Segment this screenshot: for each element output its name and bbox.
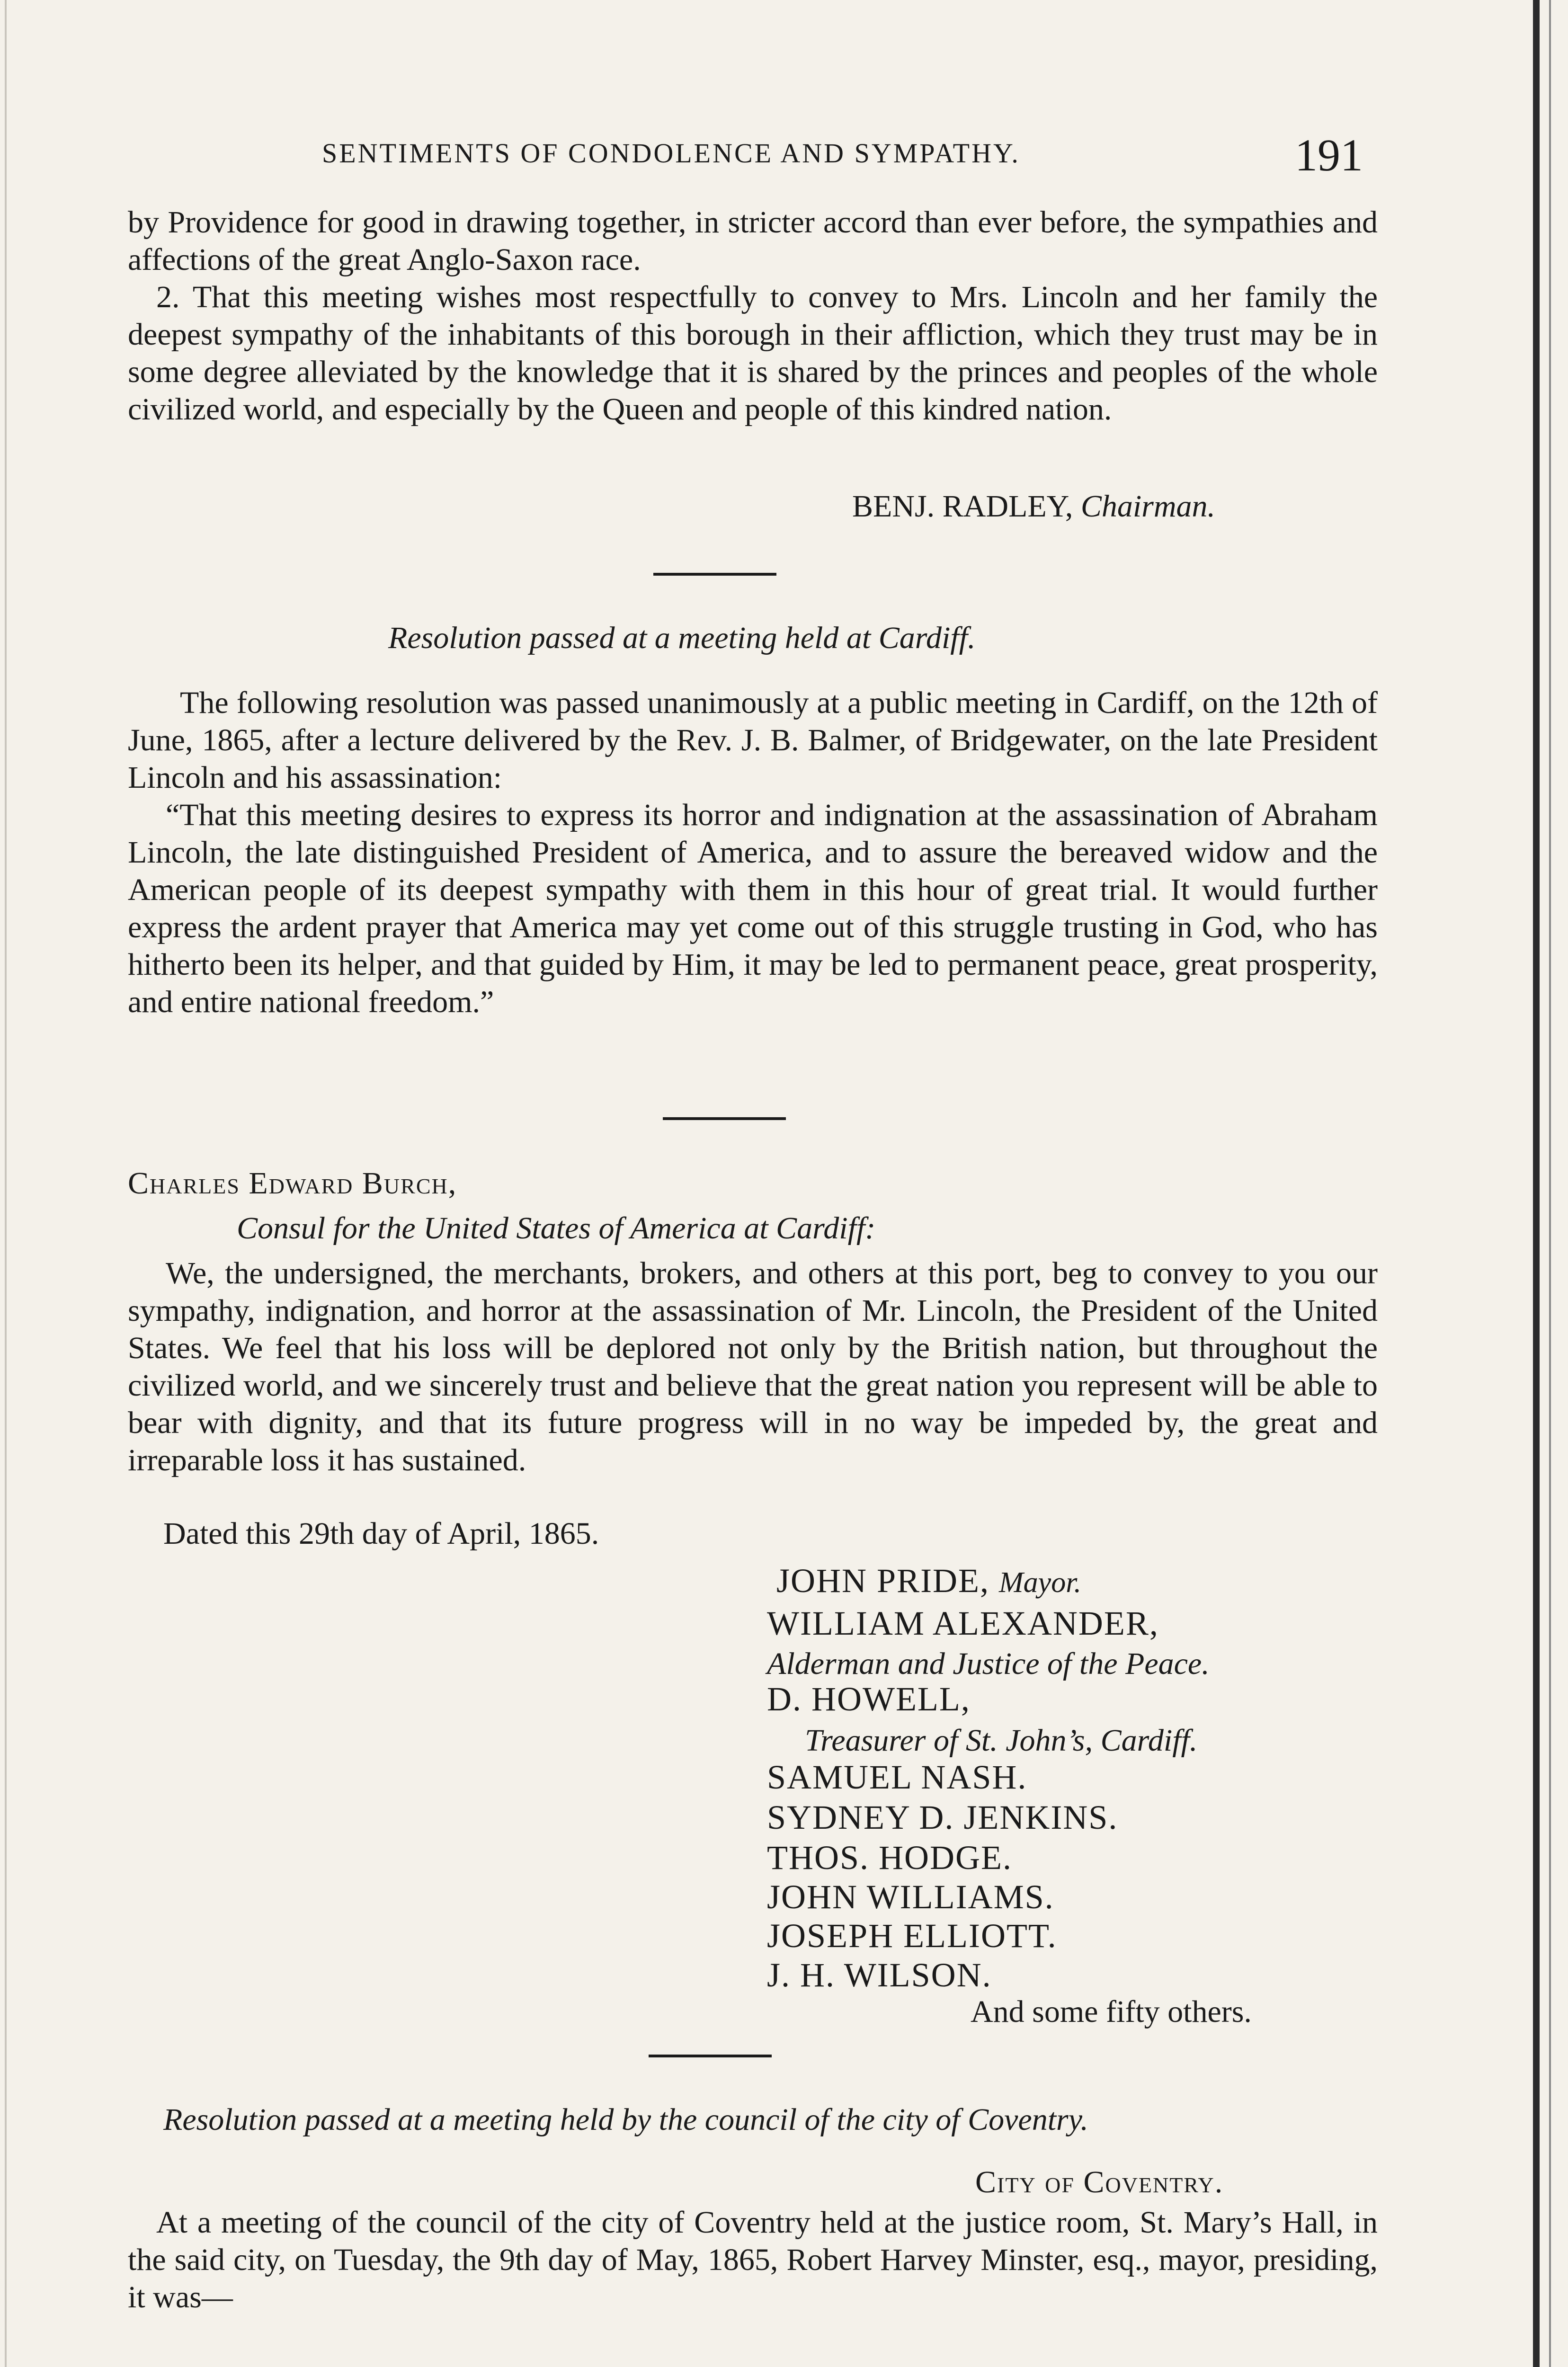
signatory-alexander-title: Alderman and Justice of the Peace. [767, 1646, 1210, 1681]
signatory-elliott: JOSEPH ELLIOTT. [767, 1917, 1057, 1955]
divider-3 [649, 2055, 772, 2057]
signatory-williams: JOHN WILLIAMS. [767, 1878, 1054, 1916]
cardiff-resolution-heading: Resolution passed at a meeting held at Cardiff. [388, 621, 976, 655]
coventry-place-line: City of Coventry. [975, 2165, 1224, 2199]
signatory-howell-title: Treasurer of St. John’s, Cardiff. [805, 1723, 1198, 1758]
signatory-others: And some fifty others. [971, 1994, 1252, 2029]
coventry-meeting-paragraph: At a meeting of the council of the city of Coventry held at the justice room, St. Mary’s Hall, in the said city, on Tuesday, the 9th day of May, 1865, Robert Harvey Minster, esq., mayor, presiding, it was— [128, 2205, 1378, 2314]
running-header: SENTIMENTS OF CONDOLENCE AND SYMPATHY. [322, 138, 1020, 169]
signatory-wilson: J. H. WILSON. [767, 1956, 992, 1994]
cardiff-intro-paragraph: The following resolution was passed unanimously at a public meeting in Cardiff, on the 12th of June, 1865, after a lecture delivered by the Rev. J. B. Balmer, of Bridgewater, on the late President Lincoln and his assassination: [128, 685, 1378, 795]
radley-signature [852, 488, 1215, 525]
page-binding-edge [1533, 0, 1540, 2367]
merchants-address-body: We, the undersigned, the merchants, brokers, and others at this port, beg to convey to you our sympathy, indignation, and horror at the assassination of Mr. Lincoln, the President of the United States. We feel that his loss will be deplored not only by the British nation, but throughout the civilized world, and we sincerely trust and believe that the great nation you represent will be able to bear with dignity, and that its future progress will in no way be impeded by, the great and irreparable loss it has sustained. [128, 1256, 1378, 1477]
page-left-edge [5, 0, 7, 2367]
signatory-nash: SAMUEL NASH. [767, 1758, 1027, 1796]
signatory-hodge: THOS. HODGE. [767, 1839, 1012, 1877]
section1-paragraph1: by Providence for good in drawing together, in stricter accord than ever before, the sympathies and affections of the great Anglo-Saxon race. [128, 205, 1378, 277]
addressee-name: Charles Edward Burch, [128, 1166, 457, 1201]
signatory-alexander: WILLIAM ALEXANDER, [767, 1604, 1159, 1642]
cardiff-resolution-quote: “That this meeting desires to express its horror and indignation at the assassination of Abraham Lincoln, the late distinguished President of America, and to assure the bereaved widow and the American people of its deepest sympathy with them in this hour of great trial. It would further express the ardent prayer that America may yet come out of this struggle trusting in God, who has hitherto been its helper, and that guided by Him, it may be led to permanent peace, great prosperity, and entire national freedom.” [128, 798, 1378, 1019]
divider-1 [653, 573, 776, 576]
divider-2 [663, 1117, 786, 1120]
section1-paragraph2: 2. That this meeting wishes most respectfully to convey to Mrs. Lincoln and her family the deepest sympathy of the inhabitants of this borough in their affliction, which they trust may be in some degree alleviated by the knowledge that it is shared by the princes and peoples of the whole civilized world, and especially by the Queen and people of this kindred nation. [128, 280, 1378, 427]
signatory-pride: JOHN PRIDE, Mayor. [776, 1562, 1081, 1600]
signatory-howell: D. HOWELL, [767, 1680, 971, 1718]
radley-title: Chairman. [1080, 489, 1216, 524]
dated-line: Dated this 29th day of April, 1865. [163, 1516, 599, 1551]
signatory-jenkins: SYDNEY D. JENKINS. [767, 1798, 1118, 1836]
page-binding-edge-thin [1549, 0, 1551, 2367]
addressee-title: Consul for the United States of America at Cardiff: [237, 1211, 876, 1246]
coventry-resolution-heading: Resolution passed at a meeting held by the council of the city of Coventry. [163, 2102, 1088, 2137]
page-number: 191 [1295, 130, 1363, 180]
radley-name: BENJ. RADLEY, [852, 489, 1073, 524]
